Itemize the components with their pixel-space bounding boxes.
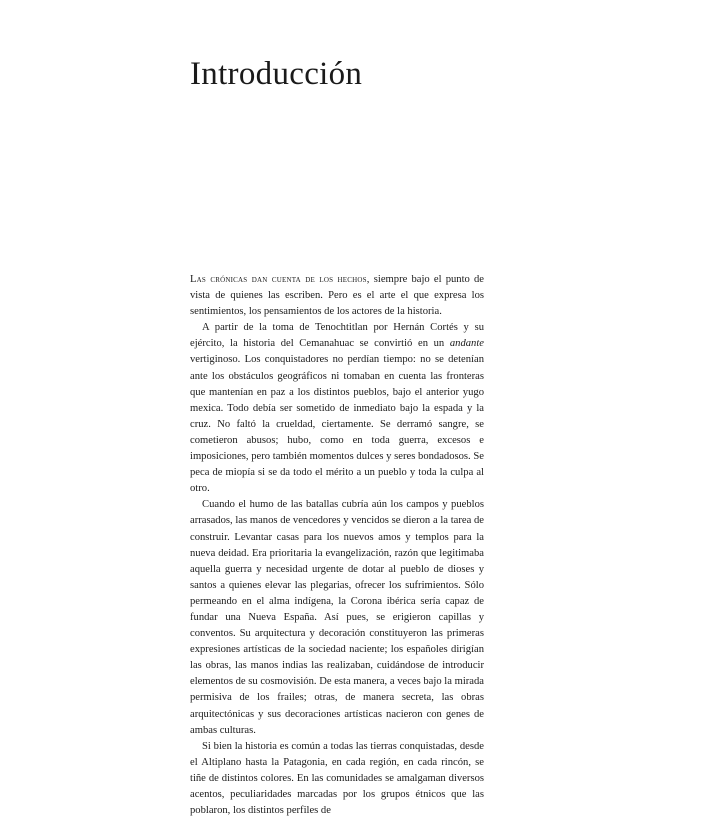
emphasized-word: andante [449, 338, 484, 350]
body-text [190, 272, 484, 819]
paragraph-text: Si bien la historia es común a todas las tierras conquistadas, desde el Altiplano hasta la Patagonia, en cada región, en cada rincón, se tiñe de distintos colores. En las comunidades se amalgaman diversos acentos, peculiaridades marcadas por los grupos étnicos que las poblaron, los distintos perfiles de [190, 740, 484, 817]
paragraph-3 [190, 497, 484, 738]
paragraph-4 [190, 739, 484, 819]
paragraph-text: Cuando el humo de las batallas cubría aún los campos y pueblos arrasados, las manos de vencedores y vencidos se dieron a la tarea de construir. Levantar casas para los nuevos amos y templos para la nueva deidad. Era prioritaria la evangelización, razón que legitimaba aquella guerra y necesidad urgente de dotar al pueblo de dioses y santos a quienes elevar las plegarias, ofrecer los sufrimientos. Sólo permeando en el alma indígena, la Corona ibérica sería capaz de fundar una Nueva España. Así pues, se erigieron capillas y conventos. Su arquitectura y decoración constituyeron las primeras expresiones artísticas de la sociedad naciente; los españoles dirigían las obras, las manos indias las realizaban, cuidándose de introducir elementos de su cosmovisión. De esta manera, a veces bajo la mirada permisiva de los frailes; otras, de manera secreta, las obras arquitectónicas y sus decoraciones artísticas nacieron con genes de ambas culturas. [190, 499, 484, 736]
paragraph-lead-in: Las crónicas dan cuenta de los hechos, [190, 274, 370, 285]
paragraph-1 [190, 272, 484, 320]
paragraph-text: siempre bajo el punto de vista de quienes las escriben. Pero es el arte el que expresa los sentimientos, los pensamientos de los actores de la historia. [190, 274, 484, 318]
paragraph-2 [190, 320, 484, 497]
chapter-title: Introducción [190, 56, 363, 92]
paragraph-text-before: A partir de la toma de Tenochtitlan por Hernán Cortés y su ejército, la historia del Cemanahuac se convirtió en un [190, 322, 484, 350]
paragraph-text-after: vertiginoso. Los conquistadores no perdían tiempo: no se detenían ante los obstáculos geográficos ni tomaban en cuenta las fronteras que mantenían en paz a los distintos pueblos, bajo el anterior yugo mexica. Todo debía ser sometido de inmediato bajo la espada y la cruz. No faltó la crueldad, ciertamente. Se derramó sangre, se cometieron abusos; hubo, como en toda guerra, excesos e imposiciones, pero también momentos dulces y seres bondadosos. Se peca de miopía si se da todo el mérito a un pueblo y toda la culpa al otro. [190, 354, 484, 495]
